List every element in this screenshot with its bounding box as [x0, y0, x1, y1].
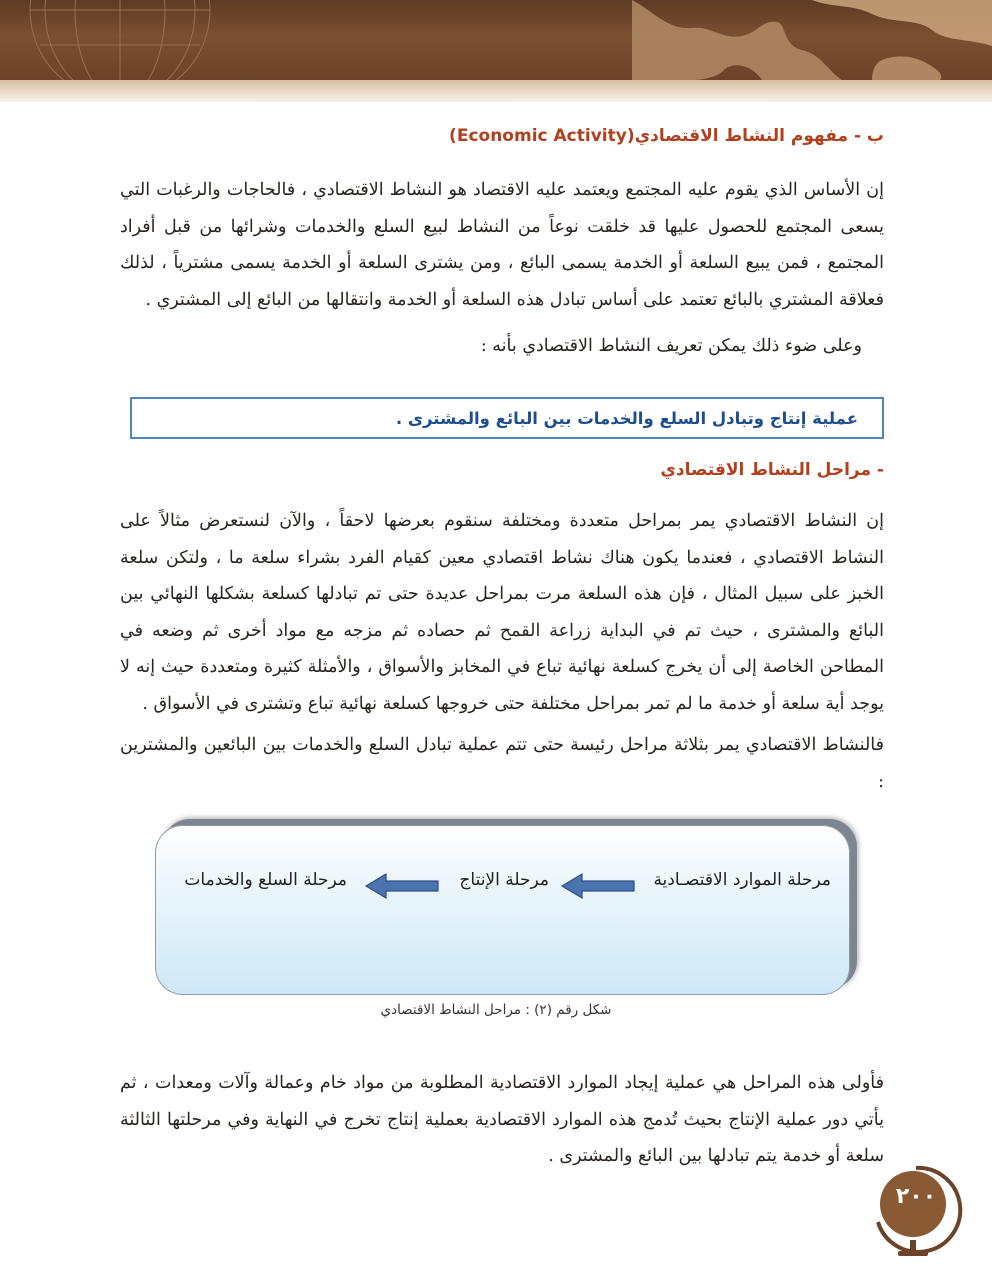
figure-caption: شكل رقم (٢) : مراحل النشاط الاقتصادي — [380, 1002, 612, 1018]
paragraph-text: إن الأساس الذي يقوم عليه المجتمع ويعتمد عليه الاقتصاد هو النشاط الاقتصادي ، فالحاجات والرغبات التي يسعى المجتمع للحصول عليها قد خلقت نوعاً من النشاط لبيع السلع والخدمات وشرائها من قبل أفراد المجتمع ، فمن يبيع السلعة أو الخدمة يسمى البائع ، ومن يشترى السلعة أو الخدمة يسمى مشترياً ، لذلك فعلاقة المشتري بالبائع تعتمد على أساس تبادل هذه السلعة أو الخدمة وانتقالها من البائع إلى المشتري . — [120, 180, 884, 310]
arrow-left-icon — [364, 872, 440, 900]
economic-activity-paragraph — [120, 172, 884, 318]
definition-text: عملية إنتاج وتبادل السلع والخدمات بين البائع والمشترى . — [395, 408, 858, 428]
definition-box — [130, 397, 884, 439]
stages-example-paragraph — [120, 503, 884, 722]
closing-paragraph — [120, 1065, 884, 1175]
three-stages-paragraph — [120, 727, 884, 800]
paragraph-text: فأولى هذه المراحل هي عملية إيجاد الموارد الاقتصادية المطلوبة من مواد خام وعمالة وآلات ومعدات ، ثم يأتي دور عملية الإنتاج بحيث تُدمج هذه الموارد الاقتصادية بعملية إنتاج تخرج في النهاية وفي مرحلتها الثالثة سلعة أو خدمة يتم تبادلها بين البائع والمشترى . — [120, 1073, 884, 1166]
section-heading-economic-activity: ب - مفهوم النشاط الاقتصادي(Economic Activity) — [449, 126, 884, 146]
paragraph-text: إن النشاط الاقتصادي يمر بمراحل متعددة ومختلفة سنقوم بعرضها لاحقاً ، والآن لنستعرض مثالاً على النشاط الاقتصادي ، فعندما يكون هناك نشاط اقتصادي معين كقيام الفرد بشراء سلعة ما ، ولتكن سلعة الخبز على سبيل المثال ، فإن هذه السلعة مرت بمراحل عديدة حتى تم تبادلها كسلعة بشكلها النهائي بين البائع والمشترى ، حيث تم في البداية زراعة القمح ثم حصاده ثم مزجه مع مواد أخرى ثم وضعه في المطاحن الخاصة إلى أن يخرج كسلعة نهائية تباع في المخابز والأسواق ، والأمثلة كثيرة ومتعددة حيث إنه لا يوجد أية سلعة أو خدمة ما لم تمر بمراحل مختلفة حتى خروجها كسلعة نهائية تباع وتشترى في الأسواق . — [120, 511, 884, 714]
arrow-left-icon — [560, 872, 636, 900]
page-number-badge — [868, 1162, 964, 1258]
definition-intro-line: وعلى ضوء ذلك يمكن تعريف النشاط الاقتصادي بأنه : — [480, 336, 862, 356]
stage-goods-services: مرحلة السلع والخدمات — [184, 870, 347, 890]
stage-production: مرحلة الإنتاج — [459, 870, 549, 890]
paragraph-text: فالنشاط الاقتصادي يمر بثلاثة مراحل رئيسة حتى تتم عملية تبادل السلع والخدمات بين البائعين والمشترين : — [120, 735, 884, 792]
stages-diagram — [155, 825, 850, 995]
page-number: ٢٠٠ — [895, 1184, 937, 1209]
stage-economic-resources: مرحلة الموارد الاقتصـادية — [653, 870, 831, 890]
section-heading-stages: - مراحل النشاط الاقتصادي — [660, 460, 884, 480]
